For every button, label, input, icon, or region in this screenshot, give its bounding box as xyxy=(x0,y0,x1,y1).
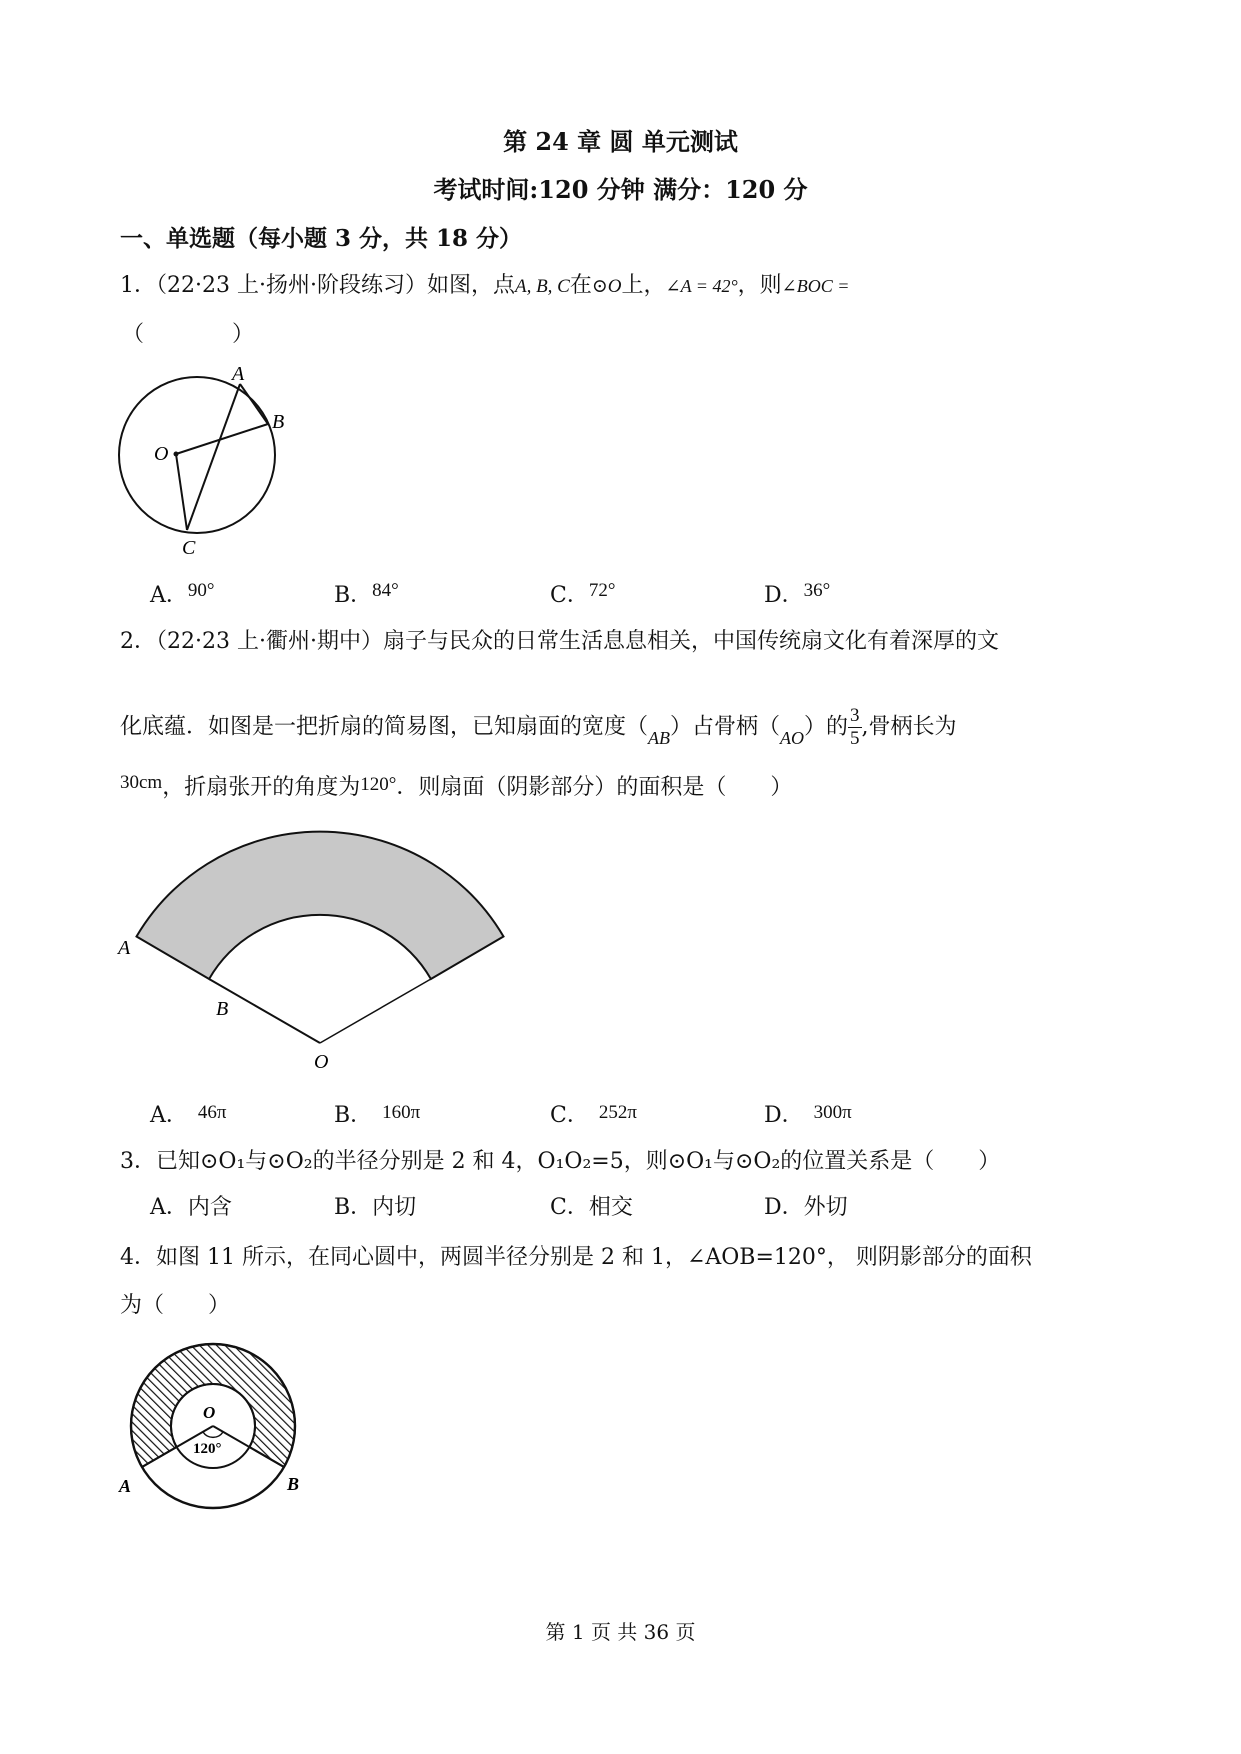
q3-option-a[interactable]: A．内含 xyxy=(150,1195,232,1220)
q1-circle: ⊙O xyxy=(591,276,622,297)
q1-option-b[interactable]: B．84° xyxy=(334,580,399,608)
q2-option-c[interactable]: C． 252π xyxy=(550,1102,637,1128)
question-2-line3: 30cm，折扇张开的角度为120°．则扇面（阴影部分）的面积是（ ） xyxy=(120,772,793,800)
q1-angle: ∠A = 42° xyxy=(665,276,738,296)
q2-label-o: O xyxy=(314,1051,329,1070)
exam-info: 考试时间:120 分钟 满分：120 分 xyxy=(433,175,808,204)
q2-option-a[interactable]: A． 46π xyxy=(150,1102,227,1128)
question-3-text: 3．已知⊙O₁与⊙O₂的半径分别是 2 和 4，O₁O₂=5，则⊙O₁与⊙O₂的位置关系是（ ） xyxy=(120,1149,1001,1174)
q1-option-c[interactable]: C．72° xyxy=(550,580,616,608)
q1-label-b: B xyxy=(272,411,285,433)
question-2-line1: 2．（22·23 上·衢州·期中）扇子与民众的日常生活息息相关，中国传统扇文化有着深厚的文 xyxy=(120,629,999,654)
q1-answer-blank: （ ） xyxy=(122,322,255,347)
question-4-line2: 为（ ） xyxy=(120,1293,231,1318)
q2-option-d[interactable]: D． 300π xyxy=(764,1102,852,1128)
q1-circle-figure xyxy=(100,360,300,560)
section-heading: 一、单选题（每小题 3 分，共 18 分） xyxy=(120,225,523,252)
q1-mid2: 上， xyxy=(621,273,666,298)
q1-label-a: A xyxy=(232,363,245,385)
q1-prefix: 1．（22·23 上·扬州·阶段练习）如图，点 xyxy=(120,273,515,298)
q4-label-b: B xyxy=(287,1474,300,1494)
q1-points: A, B, C xyxy=(514,276,570,297)
q4-label-o: O xyxy=(203,1403,216,1422)
q2-fraction: $\frac{3}{5}$ xyxy=(850,705,860,749)
q3-option-c[interactable]: C．相交 xyxy=(550,1195,633,1220)
q4-label-angle: 120° xyxy=(193,1441,222,1457)
page-title: 第 24 章 圆 单元测试 xyxy=(503,127,738,156)
q2-angle: 120° xyxy=(360,774,397,795)
q1-option-d[interactable]: D．36° xyxy=(764,580,831,608)
q3-option-d[interactable]: D．外切 xyxy=(764,1195,848,1220)
q2-label-b: B xyxy=(216,998,229,1020)
q4-concentric-figure xyxy=(115,1338,315,1518)
q1-label-o: O xyxy=(154,443,169,465)
question-4-line1: 4．如图 11 所示，在同心圆中，两圆半径分别是 2 和 1，∠AOB=120°， 则阴影部分的面积 xyxy=(120,1245,1032,1270)
q1-label-c: C xyxy=(182,537,196,559)
q2-fan-figure xyxy=(110,810,530,1070)
question-1-text xyxy=(120,268,849,299)
q1-option-a[interactable]: A．90° xyxy=(150,580,215,608)
q2-ab: AB xyxy=(648,727,671,748)
q3-option-b[interactable]: B．内切 xyxy=(334,1195,417,1220)
question-2-line2: 化底蕴．如图是一把折扇的简易图，已知扇面的宽度$(_{AB})$占骨柄$(_{AO})$的 $\frac{3}{5}$ ,骨柄长为 xyxy=(120,705,957,749)
q1-mid: 在 xyxy=(569,273,592,298)
q2-ao: AO xyxy=(780,727,805,748)
q1-ask: ∠BOC = xyxy=(781,276,850,296)
q1-mid3: ，则 xyxy=(737,273,782,298)
q2-option-b[interactable]: B． 160π xyxy=(334,1102,421,1128)
q2-label-a: A xyxy=(118,937,131,959)
page-footer: 第 1 页 共 36 页 xyxy=(545,1620,696,1644)
q4-label-a: A xyxy=(119,1476,132,1496)
q2-length: 30cm xyxy=(120,772,163,793)
